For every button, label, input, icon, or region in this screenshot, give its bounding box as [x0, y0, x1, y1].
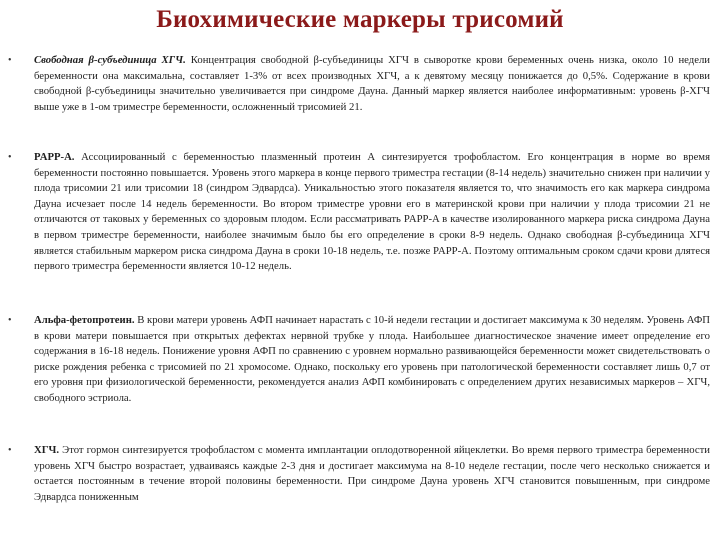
bullet-paragraph [34, 53, 710, 115]
slide-title: Биохимические маркеры трисомий [156, 6, 564, 33]
bullet-icon: • [8, 152, 12, 163]
bullet-body: Ассоциированный с беременностью плазменный протеин А синтезируется трофобластом. Его концентрация в норме во время беременности постоянно повышается. Уровень этого маркера в конце первого триместра гестации (8-14 недель) значительно снижен при наличии у плода трисомии 21 или трисомии 18 (синдром Эдвардса). Уникальностью этого показателя является то, что значимость его как маркера синдрома Дауна исчезает после 14 недель беременности. Во втором триместре уровни его в материнской крови при наличии у плода трисомии 21 не отличаются от таковых у беременных со здоровым плодом. Если рассматривать PAPP-A в качестве изолированного маркера риска синдрома Дауна в первом триместре беременности, наиболее значимым было бы его определение в сроки 8-9 недель. Однако свободная β-субъединица ХГЧ является стабильным маркером риска синдрома Дауна в сроки 10-18 недель, т.е. позже PAPP-A. Поэтому оптимальным сроком сдачи крови длятеся первого триместра беременности является 10-12 недель. [34, 151, 710, 273]
bullet-paragraph [34, 150, 710, 275]
bullet-lead: Альфа-фетопротеин. [34, 314, 135, 326]
bullet-paragraph [34, 313, 710, 407]
bullet-body: Этот гормон синтезируется трофобластом с момента имплантации оплодотворенной яйцеклетки. Во время первого триместра беременности уровень ХГЧ быстро возрастает, удваиваясь каждые 2-3 дня и достигает максимума на 8-10 неделе гестации, после чего несколько снижается и остается постоянным в течение второй половины беременности. При синдроме Дауна уровень ХГЧ становится повышенным, при синдроме Эдвардса пониженным [34, 444, 710, 503]
bullet-icon: • [8, 55, 12, 66]
bullet-lead: Свободная β-субъединица ХГЧ. [34, 54, 186, 66]
bullet-icon: • [8, 445, 12, 456]
bullet-lead: ХГЧ. [34, 444, 60, 456]
bullet-lead: PAPP-A. [34, 151, 75, 163]
bullet-paragraph [34, 443, 710, 505]
bullet-body: Концентрация свободной β-субъединицы ХГЧ в сыворотке крови беременных очень низка, около 10 недели беременности она максимальна, составляет 1-3% от всех производных ХГЧ, а к девятому месяцу понижается до 0,5%. Содержание в крови свободной β-субъединицы значительно увеличивается при синдроме Дауна. Данный маркер является наиболее информативным: уровень β-ХГЧ выше уже в 1-ом триместре беременности, осложненный трисомией 21. [34, 54, 710, 113]
bullet-icon: • [8, 315, 12, 326]
bullet-body: В крови матери уровень АФП начинает нарастать с 10-й недели гестации и достигает максимума к 30 неделям. Уровень АФП в крови матери повышается при открытых дефектах нервной трубке у плода. Наибольшее диагностическое значение имеет определение его содержания в 16-18 недель. Понижение уровня АФП по сравнению с уровнем нормально развивающейся беременности может свидетельствовать о риске рождения ребенка с трисомией по 21 хромосоме. Однако, поскольку его уровень при патологической беременности составляет лишь 0,7 от его уровня при физиологической беременности, рекомендуется анализ АФП комбинировать с определением других независимых маркеров – ХГЧ, свободного эстриола. [34, 314, 710, 404]
